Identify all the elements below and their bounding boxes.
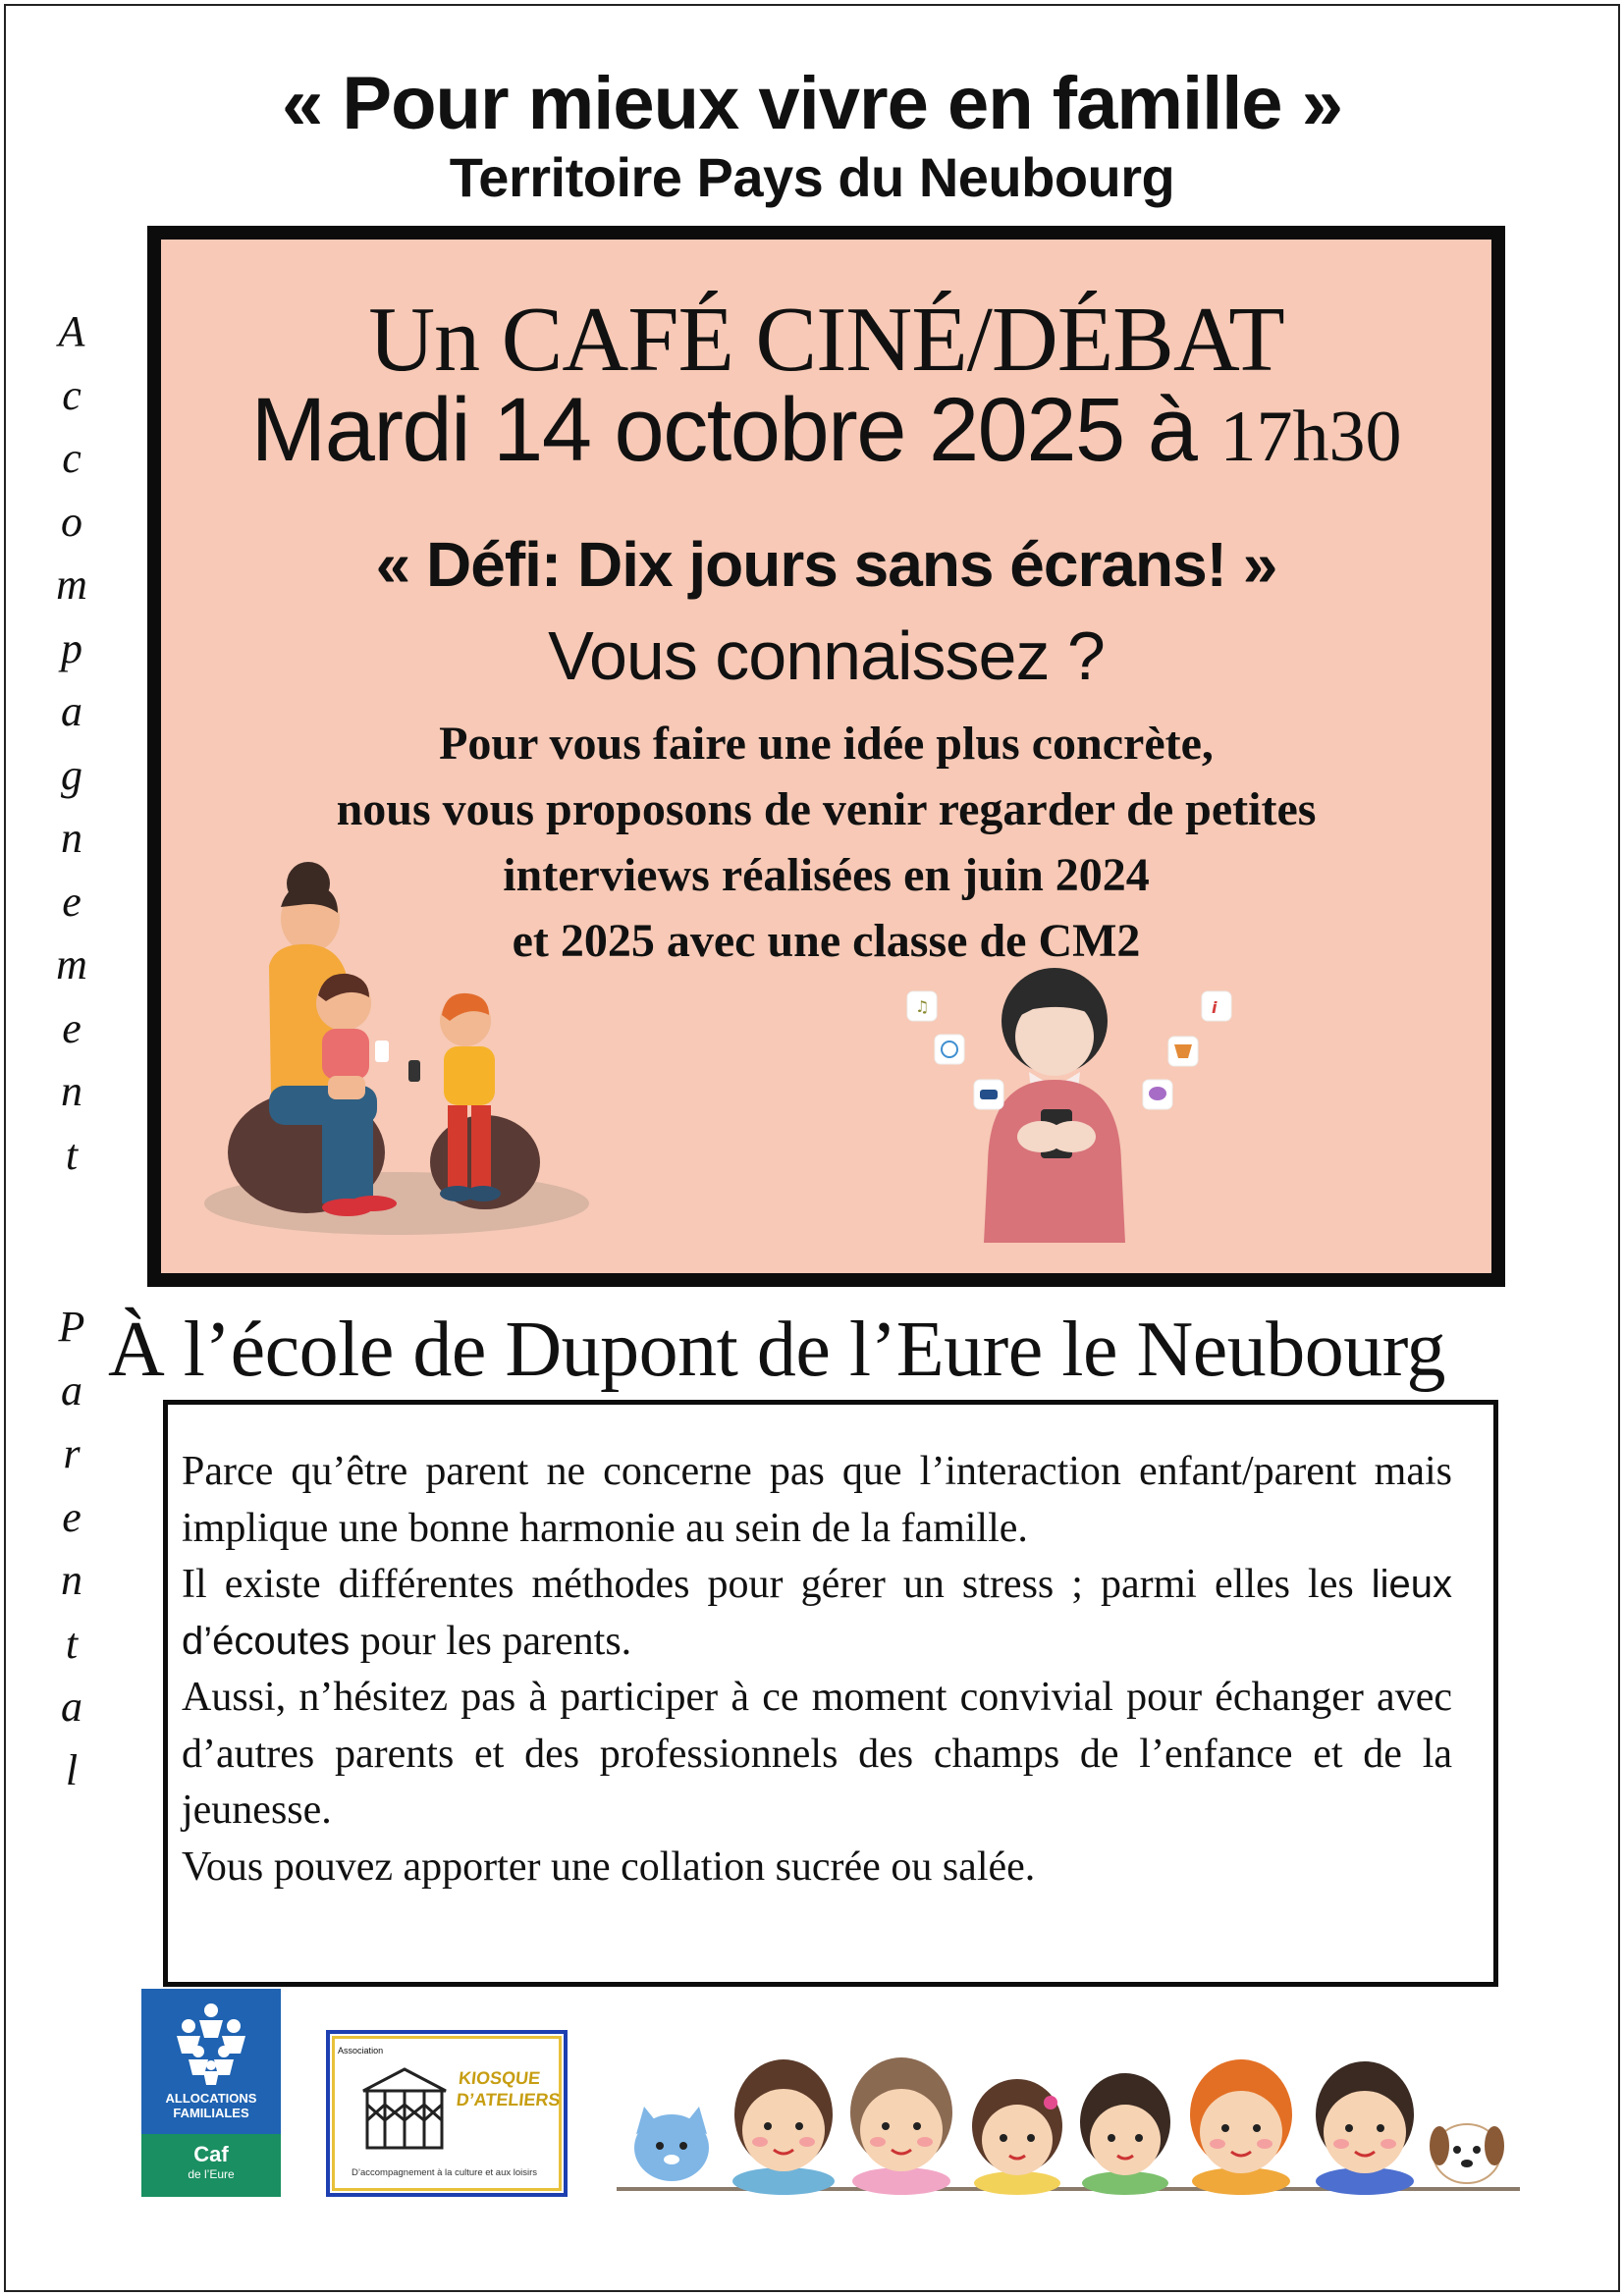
kiosque-vertical-letter: s [348,2046,353,2056]
vertical-letter: a [61,1682,82,1731]
kiosque-vertical-label [338,2046,384,2056]
event-box [147,226,1505,1287]
event-location: À l’école de Dupont de l’Eure le Neubourg [108,1307,1445,1393]
vertical-letter: e [62,1492,81,1541]
info-paragraph: Aussi, n’hésitez pas à participer à ce moment convivial pour échanger avec d’autres parents et des professionnels des champs de l’enfance et de la jeunesse. [182,1675,1452,1833]
vertical-letter: m [56,940,87,988]
vertical-letter: t [65,1619,79,1668]
kiosque-name [456,2067,564,2110]
vertical-letter: n [61,1556,82,1604]
vertical-word-accompagnement [41,300,102,1187]
vertical-letter: l [65,1745,79,1794]
svg-text:i: i [1212,998,1218,1017]
vertical-word-parental [41,1296,102,1802]
kiosque-vertical-letter: i [371,2046,374,2056]
event-date-text: Mardi 14 octobre 2025 à [250,380,1197,480]
vertical-letter: a [61,1365,82,1415]
kiosque-vertical-letter: a [363,2046,369,2056]
info-bold-text: lieux d’écoutes [182,1563,1452,1663]
kiosque-name-line: KIOSQUE [458,2068,542,2088]
kiosque-vertical-letter: n [378,2046,384,2056]
caf-name: Caf [193,2142,229,2166]
mother-children-phone-illustration [200,828,593,1241]
kiosque-vertical-letter: A [338,2046,345,2056]
kiosque-ateliers-logo [326,2030,568,2197]
vertical-letter: r [63,1429,81,1477]
svg-text:♫: ♫ [915,997,930,1016]
kiosque-tagline: D’accompagnement à la culture et aux loisirs [352,2167,538,2178]
caf-label [141,2091,281,2120]
event-theme: « Défi: Dix jours sans écrans! » [375,529,1277,600]
kiosque-building-icon [355,2061,454,2160]
vertical-letter: g [61,750,82,799]
vertical-letter: m [56,561,87,609]
kiosque-vertical-letter: o [373,2046,379,2056]
vertical-letter: o [61,497,82,546]
info-paragraph: Parce qu’être parent ne concerne pas que l’interaction enfant/parent mais implique une bonne harmonie au sein de la famille. [182,1449,1452,1551]
caf-logo [141,1989,281,2197]
event-description-line: nous vous proposons de venir regarder de petites [336,783,1317,835]
vertical-letter: e [62,877,81,926]
kiosque-vertical-letter: o [352,2046,358,2056]
kiosque-name-line: D’ATELIERS [455,2090,562,2109]
vertical-letter: n [61,814,82,862]
caf-family-icon [167,2001,255,2089]
children-faces-banner-illustration [617,2024,1530,2201]
flyer-subtitle: Territoire Pays du Neubourg [449,146,1175,208]
caf-line2: FAMILIALES [173,2106,249,2120]
kiosque-vertical-letter: i [361,2046,364,2056]
vertical-letter: c [62,434,81,482]
event-date [161,379,1491,482]
flyer-title: « Pour mieux vivre en famille » [282,62,1342,145]
vertical-letter: n [61,1067,82,1115]
vertical-letter: a [61,687,82,735]
info-text: Il existe différentes méthodes pour gérer un stress ; parmi elles les [182,1562,1372,1607]
info-paragraph [182,1557,1452,1670]
event-description-line: et 2025 avec une classe de CM2 [512,915,1141,967]
vertical-letter: A [58,307,85,355]
vertical-letter: c [62,370,81,419]
kiosque-vertical-letter: t [368,2046,372,2056]
info-box [163,1400,1498,1987]
event-description-line: Pour vous faire une idée plus concrète, [439,718,1214,770]
caf-region: de l’Eure [188,2167,235,2181]
child-smartphone-apps-illustration [868,966,1261,1260]
event-description-line: interviews réalisées en juin 2024 [503,849,1150,901]
vertical-letter: e [62,1003,81,1052]
vertical-letter: P [58,1303,85,1351]
event-time: 17h30 [1219,397,1402,477]
info-text: pour les parents. [350,1618,632,1664]
event-question: Vous connaissez ? [548,617,1105,694]
caf-line1: ALLOCATIONS [165,2091,257,2106]
event-type: Un CAFÉ CINÉ/DÉBAT [368,289,1284,391]
info-paragraph: Vous pouvez apporter une collation sucrée ou salée. [182,1843,1036,1890]
kiosque-vertical-letter: c [357,2046,362,2056]
vertical-letter: p [61,623,82,672]
caf-footer [141,2134,281,2197]
vertical-letter: t [65,1130,79,1179]
kiosque-vertical-letter: s [344,2046,349,2056]
